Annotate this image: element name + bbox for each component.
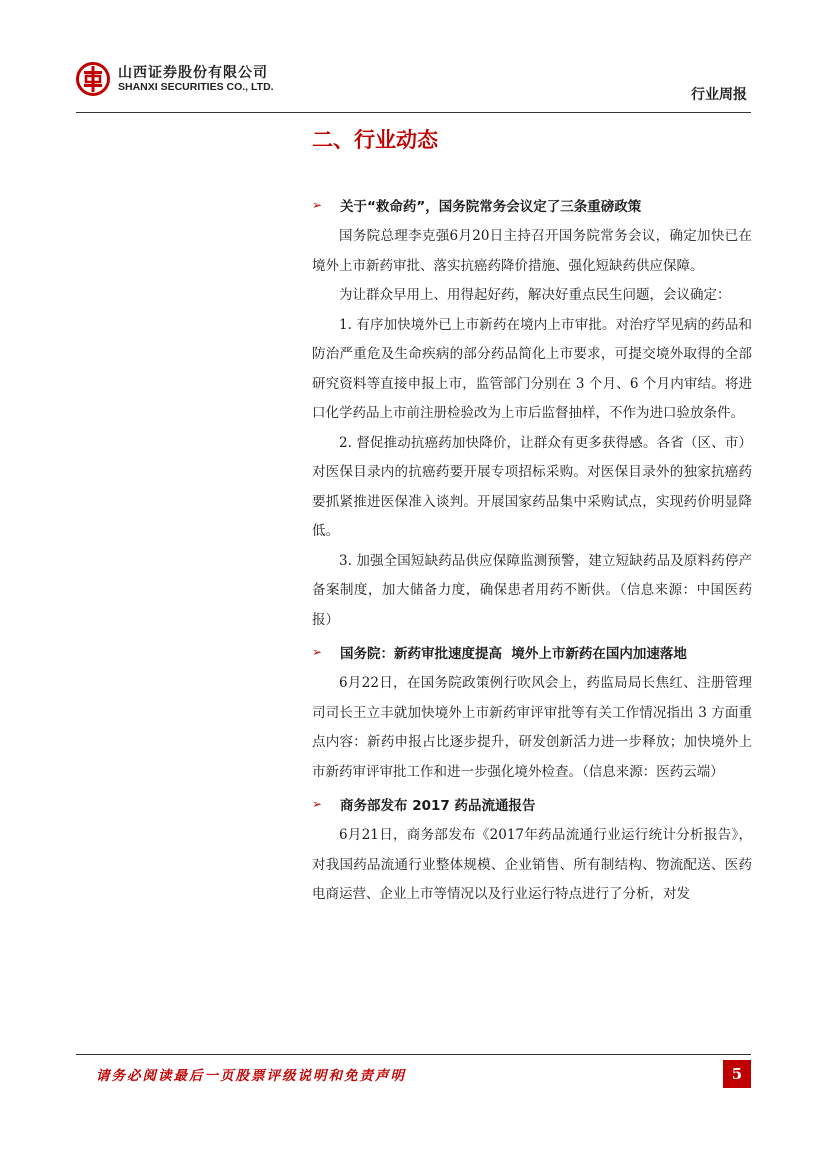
section-title: 二、行业动态 xyxy=(312,128,438,152)
paragraph: 3. 加强全国短缺药品供应保障监测预警，建立短缺药品及原料药停产备案制度，加大储备力度，确保患者用药不断供。（信息来源：中国医药报） xyxy=(312,552,752,628)
news-heading xyxy=(312,188,752,222)
paragraph: 为让群众早用上、用得起好药，解决好重点民生问题，会议确定： xyxy=(339,287,731,303)
news-heading xyxy=(312,635,752,669)
page-number: 5 xyxy=(723,1060,751,1088)
footer-disclaimer: 请务必阅读最后一页股票评级说明和免责声明 xyxy=(96,1068,406,1084)
news-heading-text: 关于“救命药”，国务院常务会议定了三条重磅政策 xyxy=(340,199,642,215)
header-divider xyxy=(76,112,751,113)
company-name-en: SHANXI SECURITIES CO., LTD. xyxy=(118,80,274,93)
main-content xyxy=(312,188,752,910)
arrow-bullet-icon: ➢ xyxy=(312,797,323,811)
paragraph: 6月22日，在国务院政策例行吹风会上，药监局局长焦红、注册管理司司长王立丰就加快境外上市新药审评审批等有关工作情况指出 3 方面重点内容：新药申报占比逐步提升，研发创新活力进一步释放；加快境外上市新药审评审批工作和进一步强化境外检查。（信息来源：医药云端） xyxy=(312,675,752,780)
footer-divider xyxy=(76,1054,751,1055)
company-logo xyxy=(76,62,274,96)
paragraph: 6月21日，商务部发布《2017年药品流通行业运行统计分析报告》，对我国药品流通行业整体规模、企业销售、所有制结构、物流配送、医药电商运营、企业上市等情况以及行业运行特点进行了分析，对发 xyxy=(312,827,752,902)
company-name-cn: 山西证券股份有限公司 xyxy=(118,64,268,81)
news-heading-text: 国务院：新药审批速度提高 境外上市新药在国内加速落地 xyxy=(340,646,687,662)
company-logo-icon xyxy=(76,62,110,96)
paragraph: 国务院总理李克强6月20日主持召开国务院常务会议，确定加快已在境外上市新药审批、落实抗癌药降价措施、强化短缺药供应保障。 xyxy=(312,228,752,274)
arrow-bullet-icon: ➢ xyxy=(312,198,323,212)
news-heading-text: 商务部发布 2017 药品流通报告 xyxy=(340,798,536,814)
paragraph: 2. 督促推动抗癌药加快降价，让群众有更多获得感。各省（区、市）对医保目录内的抗癌药要开展专项招标采购。对医保目录外的独家抗癌药要抓紧推进医保准入谈判。开展国家药品集中采购试点，实现药价明显降低。 xyxy=(312,434,752,539)
report-type: 行业周报 xyxy=(691,87,747,103)
news-heading xyxy=(312,787,752,821)
paragraph: 1. 有序加快境外已上市新药在境内上市审批。对治疗罕见病的药品和防治严重危及生命疾病的部分药品简化上市要求，可提交境外取得的全部研究资料等直接申报上市，监管部门分别在 3 个月、6 个月内审结。将进口化学药品上市前注册检验改为上市后监督抽样，不作为进口验放条件。 xyxy=(312,316,752,421)
arrow-bullet-icon: ➢ xyxy=(312,645,323,659)
